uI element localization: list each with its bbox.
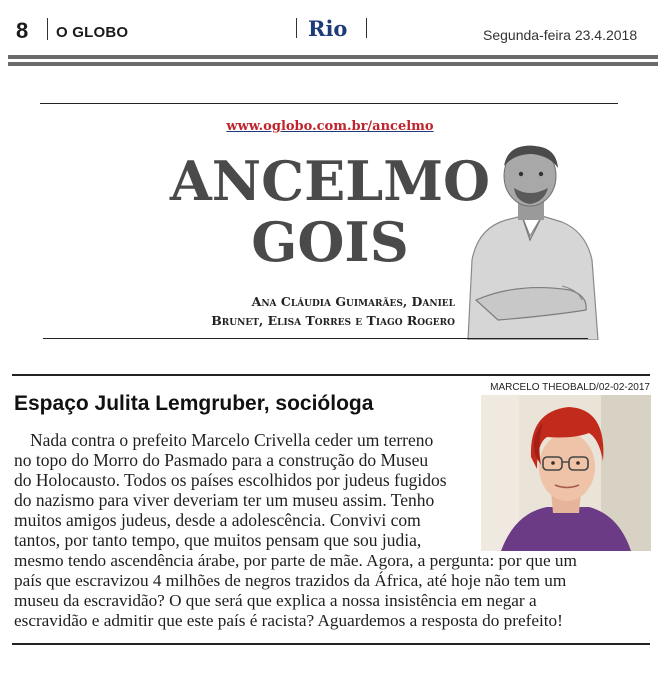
subject-photo bbox=[481, 395, 651, 551]
body-line: do Holocausto. Todos os países escolhidos por judeus fugidos bbox=[14, 470, 447, 490]
columnist-portrait bbox=[458, 140, 604, 340]
masthead-bottom-rule bbox=[43, 338, 588, 339]
header-divider bbox=[47, 18, 48, 40]
photo-credit: MARCELO THEOBALD/02-02-2017 bbox=[490, 382, 650, 393]
body-line: tantos, por tanto tempo, que muitos pensam que sou judia, bbox=[14, 530, 422, 550]
credits-line: Ana Cláudia Guimarães, Daniel bbox=[251, 294, 455, 309]
page-number: 8 bbox=[16, 18, 29, 43]
header-rule bbox=[8, 55, 658, 59]
body-line: escravidão e admitir que este país é racista? Aguardemos a resposta do prefeito! bbox=[14, 611, 563, 630]
header-divider bbox=[296, 18, 297, 38]
section-name: Rio bbox=[308, 16, 348, 41]
newspaper-name: O GLOBO bbox=[56, 24, 129, 41]
header-divider bbox=[366, 18, 367, 38]
body-line: museu da escravidão? O que será que explica a nossa insistência em negar a bbox=[14, 591, 537, 610]
issue-date: Segunda-feira 23.4.2018 bbox=[483, 27, 638, 43]
column-name-line1: ANCELMO bbox=[169, 149, 491, 213]
article-headline: Espaço Julita Lemgruber, socióloga bbox=[14, 392, 374, 415]
body-line: no topo do Morro do Pasmado para a construção do Museu bbox=[14, 450, 429, 470]
column-url-link[interactable]: www.oglobo.com.br/ancelmo bbox=[226, 119, 434, 134]
article-top-rule bbox=[12, 374, 650, 376]
masthead-top-rule bbox=[40, 103, 618, 104]
body-line: Nada contra o prefeito Marcelo Crivella ceder um terreno bbox=[30, 430, 434, 450]
body-line: mesmo tendo ascendência árabe, por parte de mãe. Agora, a pergunta: por que um bbox=[14, 551, 577, 570]
credits-line: Brunet, Elisa Torres e Tiago Rogero bbox=[211, 313, 455, 328]
column-name-line2: GOIS bbox=[251, 210, 409, 274]
body-line: país que escravizou 4 milhões de negros trazidos da África, até hoje não tem um bbox=[14, 571, 567, 590]
column-credits bbox=[175, 292, 455, 330]
body-line: muitos amigos judeus, desde a adolescência. Convivi com bbox=[14, 510, 421, 530]
body-line: do nazismo para viver deveriam ter um museu assim. Tenho bbox=[14, 490, 435, 510]
header-rule bbox=[8, 62, 658, 66]
article-bottom-rule bbox=[12, 643, 650, 645]
